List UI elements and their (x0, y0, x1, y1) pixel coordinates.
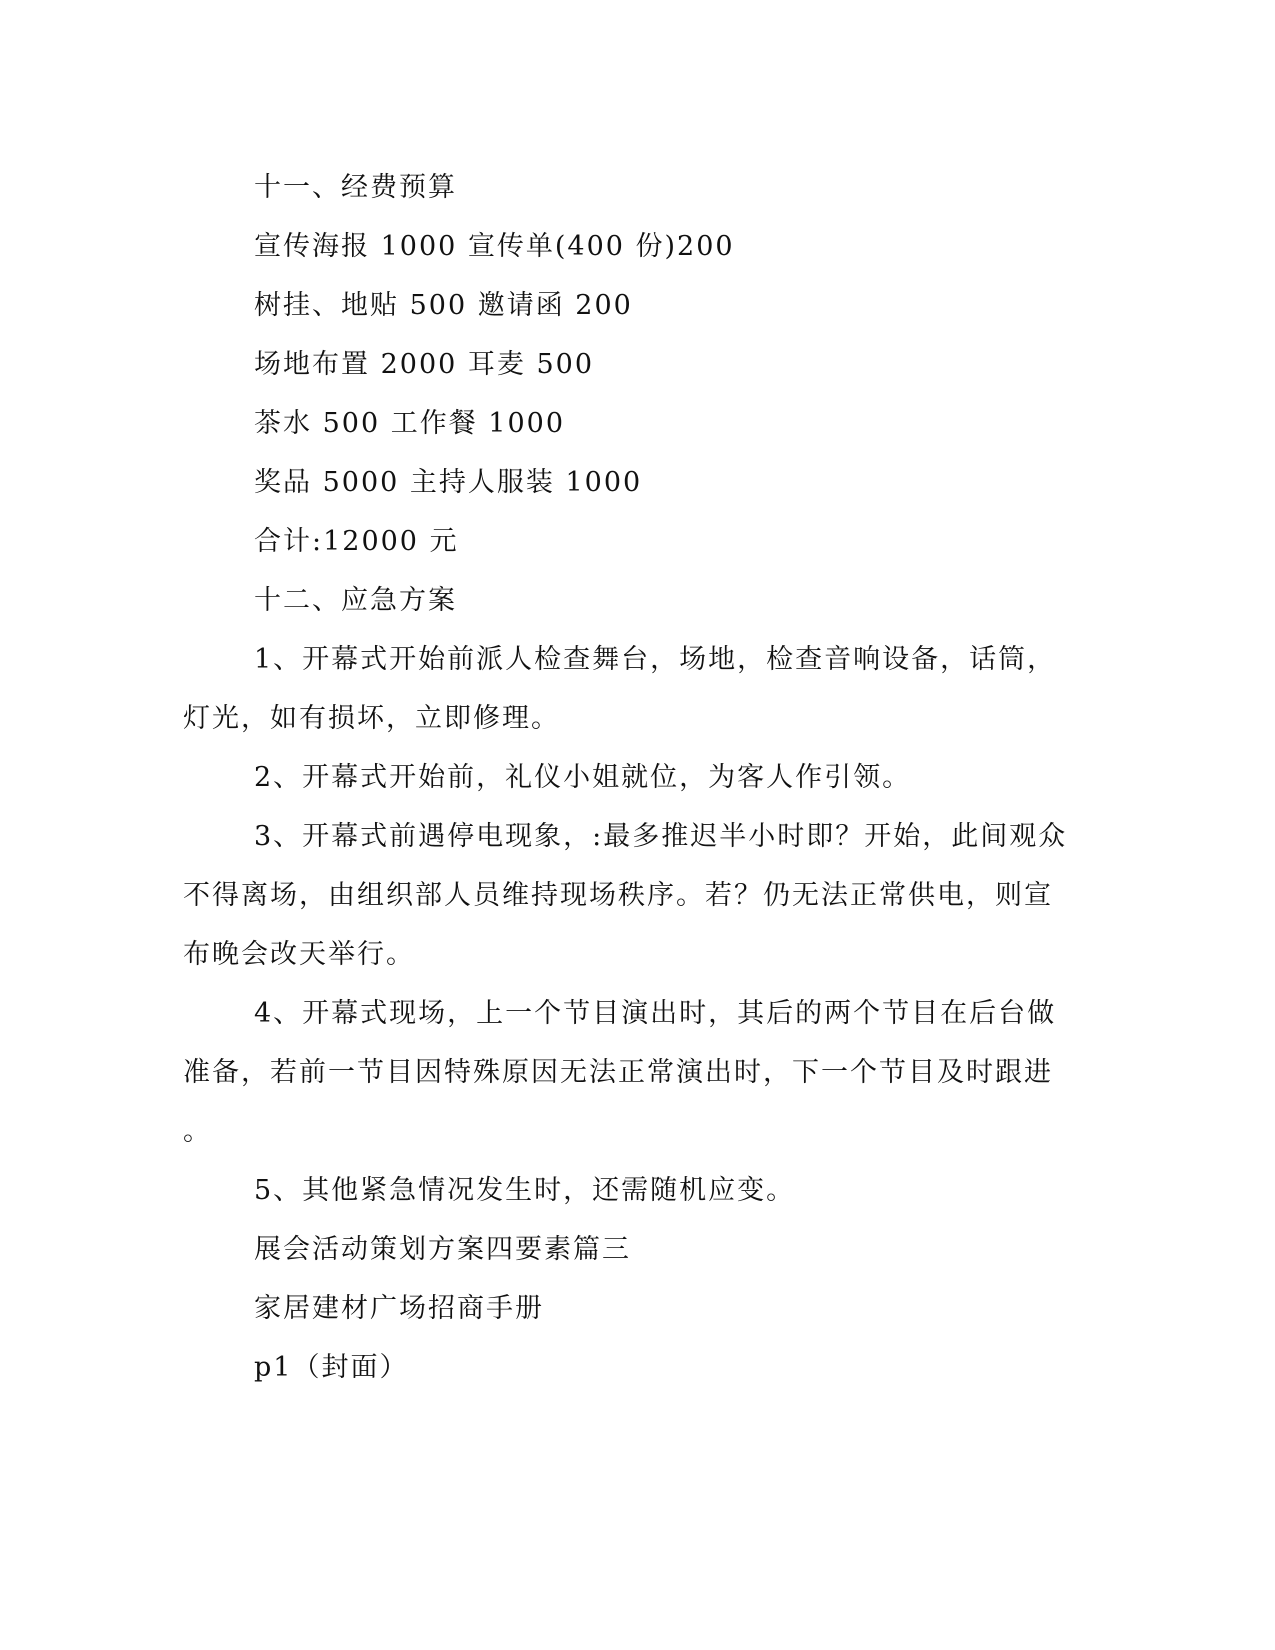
paragraph-line: 3、开幕式前遇停电现象，:最多推迟半小时即？开始，此间观众 (254, 821, 1068, 852)
budget-line-venue: 场地布置 2000 耳麦 500 (254, 349, 594, 380)
page-label: p1（封面） (254, 1352, 409, 1383)
paragraph-line: 5、其他紧急情况发生时，还需随机应变。 (254, 1175, 796, 1206)
heading-emergency-plan: 十二、应急方案 (254, 585, 457, 616)
paragraph-line: 布晚会改天举行。 (183, 939, 415, 970)
section-title: 展会活动策划方案四要素篇三 (254, 1234, 631, 1265)
document-body (183, 158, 1088, 1397)
paragraph-line: 2、开幕式开始前，礼仪小姐就位，为客人作引领。 (254, 762, 912, 793)
paragraph-line: 准备，若前一节目因特殊原因无法正常演出时，下一个节目及时跟进 (183, 1057, 1053, 1088)
budget-line-prizes: 奖品 5000 主持人服装 1000 (254, 467, 643, 498)
section-subtitle: 家居建材广场招商手册 (254, 1293, 544, 1324)
paragraph-line: 。 (183, 1116, 212, 1147)
budget-line-hangings: 树挂、地贴 500 邀请函 200 (254, 290, 633, 321)
paragraph-line: 不得离场，由组织部人员维持现场秩序。若？仍无法正常供电，则宣 (183, 880, 1053, 911)
budget-line-posters: 宣传海报 1000 宣传单(400 份)200 (254, 231, 735, 262)
heading-budget: 十一、经费预算 (254, 172, 457, 203)
paragraph-line: 灯光，如有损坏，立即修理。 (183, 703, 560, 734)
budget-line-refreshments: 茶水 500 工作餐 1000 (254, 408, 565, 439)
paragraph-line: 1、开幕式开始前派人检查舞台，场地，检查音响设备，话筒， (254, 644, 1057, 675)
budget-total: 合计:12000 元 (254, 526, 459, 557)
paragraph-line: 4、开幕式现场，上一个节目演出时，其后的两个节目在后台做 (254, 998, 1057, 1029)
